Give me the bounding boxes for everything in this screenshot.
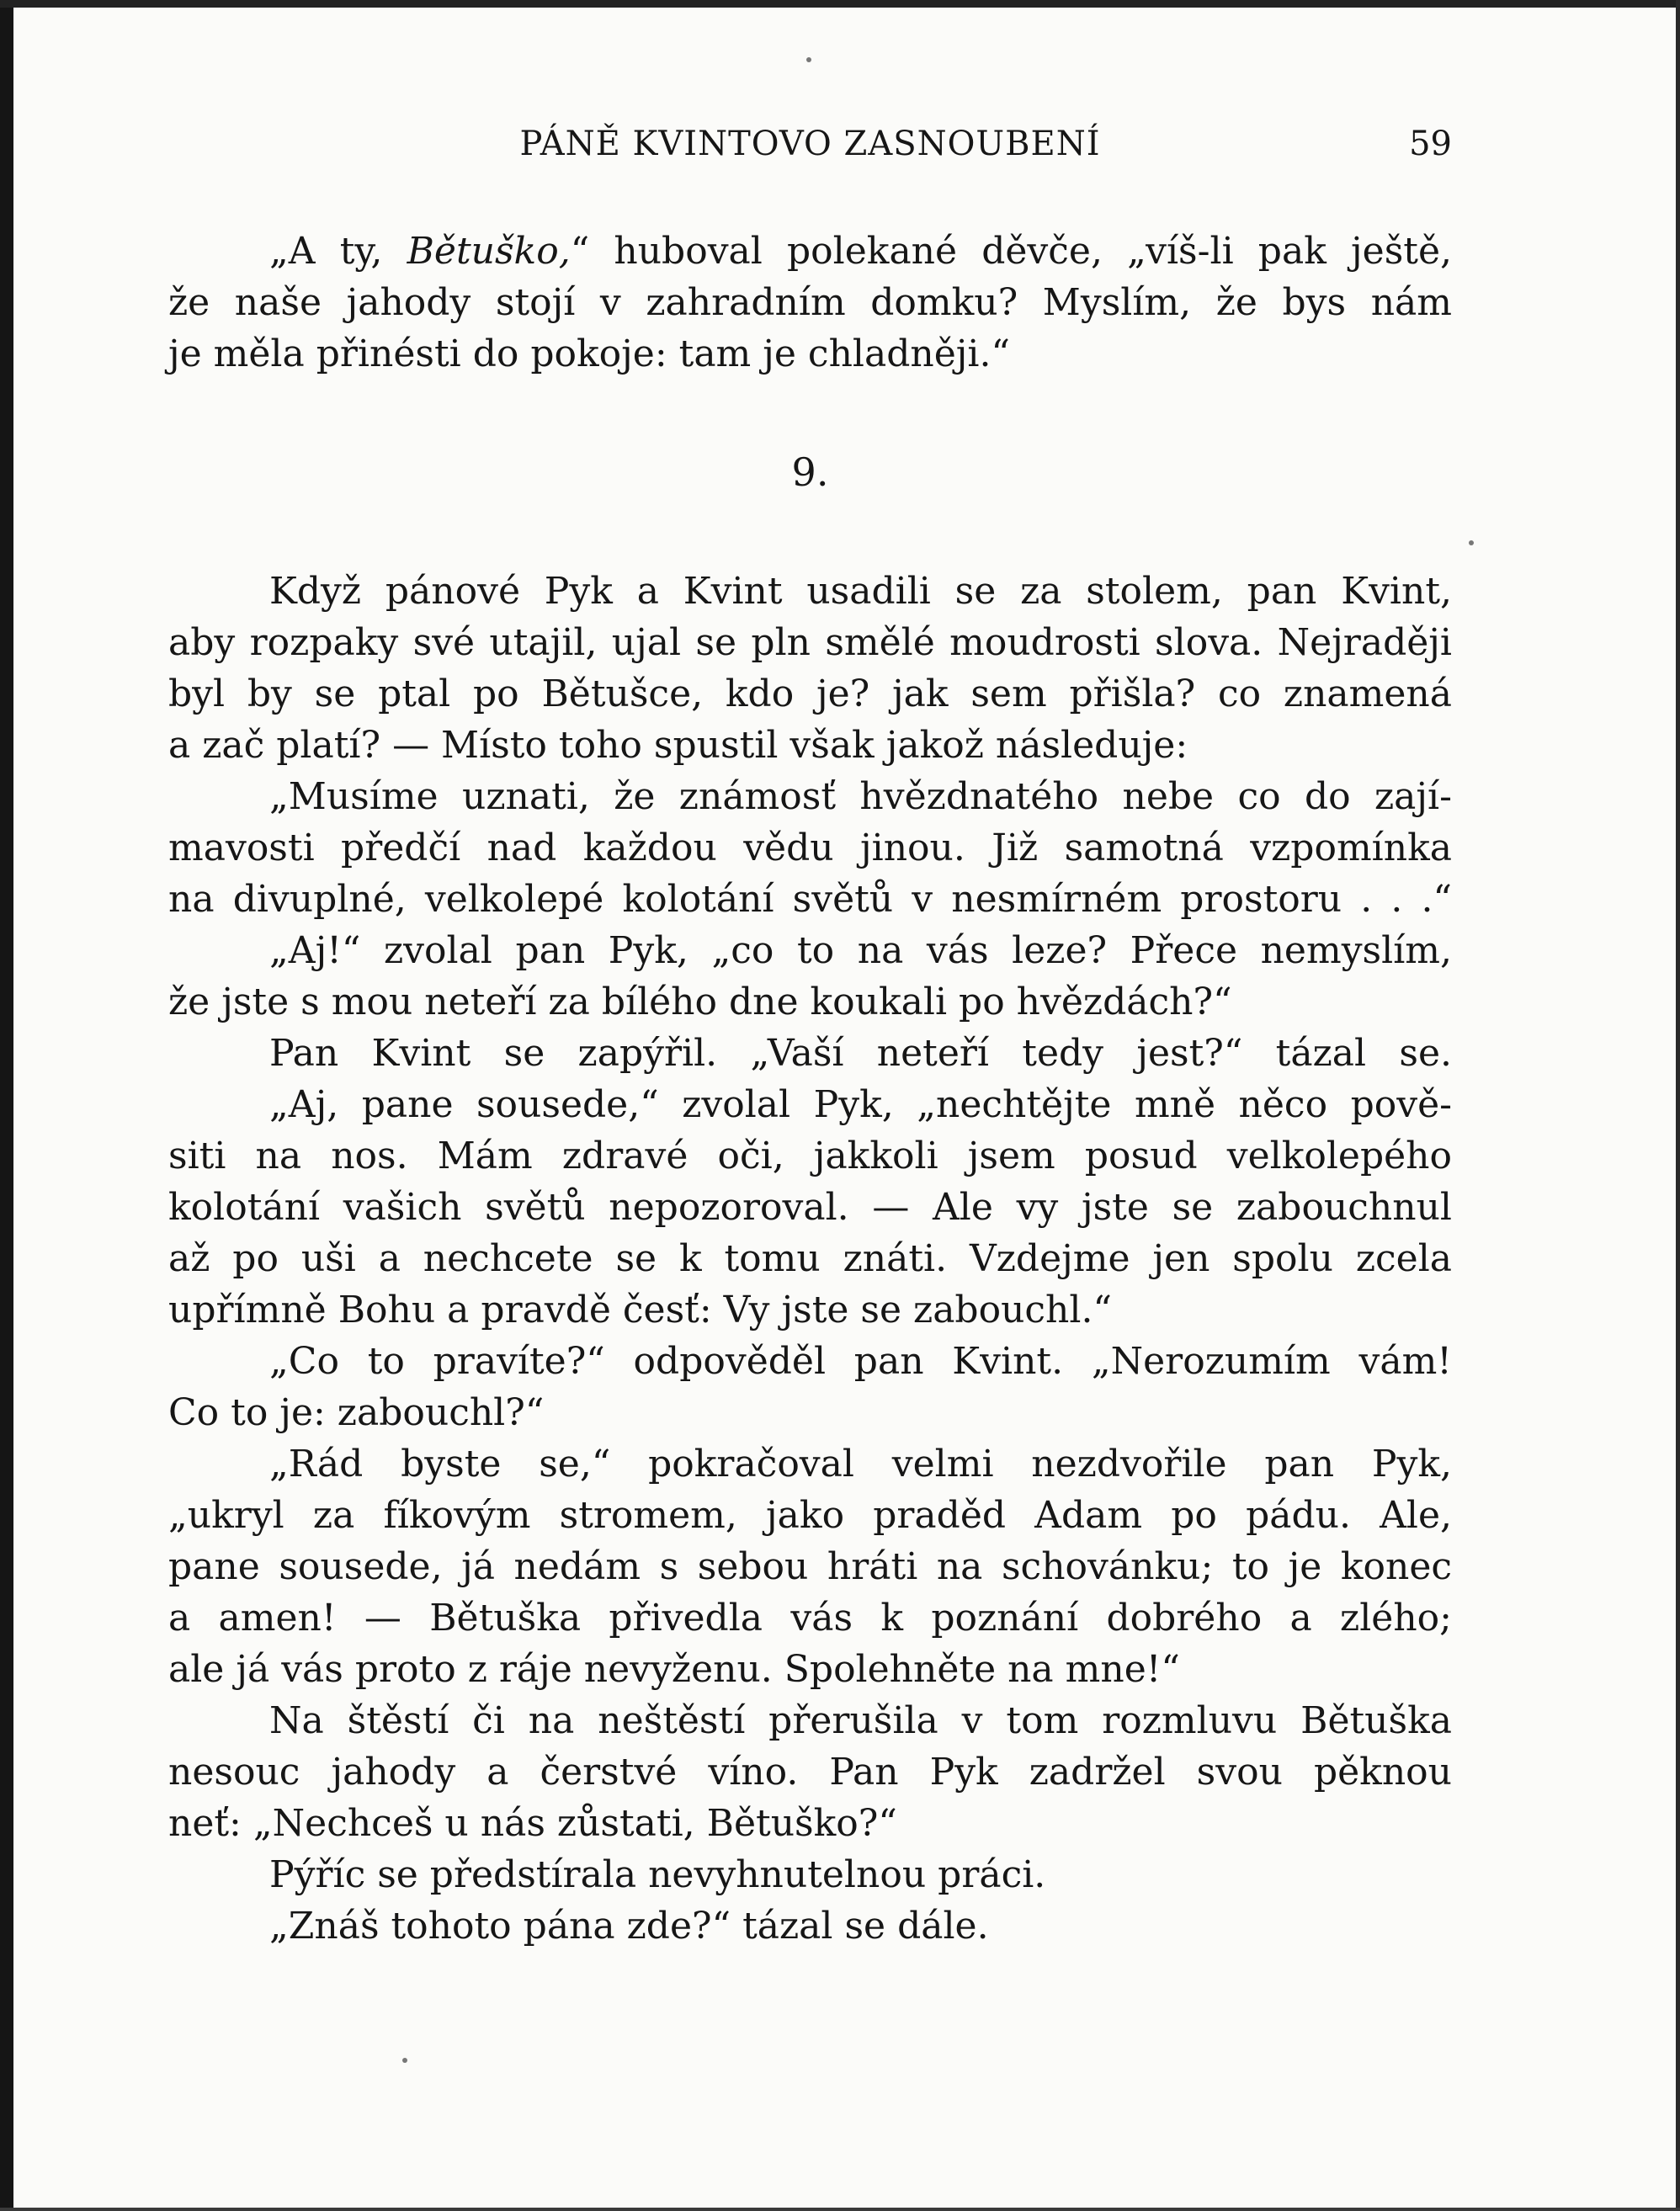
text-line: „Musíme uznati, že známosť hvězdnatého nebe co do zají-: [269, 775, 1452, 818]
scan-edge-left: [0, 0, 13, 2211]
text-line: upřímně Bohu a pravdě česť: Vy jste se zabouchl.“: [168, 1289, 1112, 1331]
text-line: byl by se ptal po Bětušce, kdo je? jak sem přišla? co znamená: [168, 672, 1452, 715]
text-line: ale já vás proto z ráje nevyženu. Spolehněte na mne!“: [168, 1648, 1180, 1691]
running-title: PÁNĚ KVINTOVO ZASNOUBENÍ: [519, 125, 1101, 163]
text-line: že jste s mou neteří za bílého dne koukali po hvězdách?“: [168, 981, 1232, 1023]
page-number: 59: [1409, 125, 1452, 163]
section-number: 9.: [791, 449, 829, 495]
text-line: mavosti předčí nad každou vědu jinou. Již samotná vzpomínka: [168, 826, 1452, 869]
running-head: [168, 125, 1452, 175]
text-line: siti na nos. Mám zdravé oči, jakkoli jsem posud velkolepého: [168, 1135, 1452, 1177]
text-segment: „A ty,: [269, 230, 407, 273]
print-speck: [806, 57, 811, 62]
text-line: pane sousede, já nedám s sebou hráti na schovánku; to je konec: [168, 1545, 1452, 1588]
text-line: Když pánové Pyk a Kvint usadili se za stolem, pan Kvint,: [269, 570, 1452, 613]
text-line: je měla přinésti do pokoje: tam je chladněji.“: [168, 332, 1010, 375]
text-line: „Rád byste se,“ pokračoval velmi nezdvořile pan Pyk,: [269, 1443, 1452, 1486]
text-line: [168, 226, 1452, 277]
text-line: nesouc jahody a čerstvé víno. Pan Pyk zadržel svou pěknou: [168, 1751, 1452, 1794]
text-line: Pan Kvint se zapýřil. „Vaší neteří tedy jest?“ tázal se.: [269, 1032, 1452, 1075]
text-line: aby rozpaky své utajil, ujal se pln smělé moudrosti slova. Nejraději: [168, 621, 1452, 664]
text-line: a amen! — Bětuška přivedla vás k poznání dobrého a zlého;: [168, 1597, 1452, 1640]
scan-edge-bottom: [0, 2208, 1680, 2211]
text-line: že naše jahody stojí v zahradním domku? Myslím, že bys nám: [168, 281, 1452, 324]
text-line: „Co to pravíte?“ odpověděl pan Kvint. „Nerozumím vám!: [269, 1340, 1452, 1383]
text-line: „Aj!“ zvolal pan Pyk, „co to na vás leze? Přece nemyslím,: [269, 929, 1452, 972]
print-speck: [1469, 540, 1474, 545]
text-line: „Aj, pane sousede,“ zvolal Pyk, „nechtějte mně něco pově-: [269, 1083, 1452, 1126]
italic-name: Bětuško,: [407, 230, 571, 273]
scan-edge-right: [1676, 0, 1680, 2211]
text-line: Co to je: zabouchl?“: [168, 1391, 545, 1434]
body-text: [168, 226, 1452, 1952]
text-line: kolotání vašich světů nepozoroval. — Ale vy jste se zabouchnul: [168, 1186, 1452, 1229]
scan-edge-top: [0, 0, 1680, 8]
print-speck: [402, 2058, 407, 2063]
text-line: Na štěstí či na neštěstí přerušila v tom rozmluvu Bětuška: [269, 1699, 1452, 1742]
text-line: až po uši a nechcete se k tomu znáti. Vzdejme jen spolu zcela: [168, 1237, 1452, 1280]
text-line: neť: „Nechceš u nás zůstati, Bětuško?“: [168, 1802, 897, 1845]
text-line: „ukryl za fíkovým stromem, jako praděd Adam po pádu. Ale,: [168, 1494, 1452, 1537]
text-line: na divuplné, velkolepé kolotání světů v nesmírném prostoru . . .“: [168, 878, 1452, 921]
text-segment: “ huboval polekané děvče, „víš-li pak ještě,: [570, 230, 1452, 273]
text-line: a zač platí? — Místo toho spustil však jakož následuje:: [168, 724, 1188, 767]
text-line: „Znáš tohoto pána zde?“ tázal se dále.: [269, 1905, 989, 1948]
text-line: Pýříc se předstírala nevyhnutelnou práci.: [269, 1853, 1046, 1896]
